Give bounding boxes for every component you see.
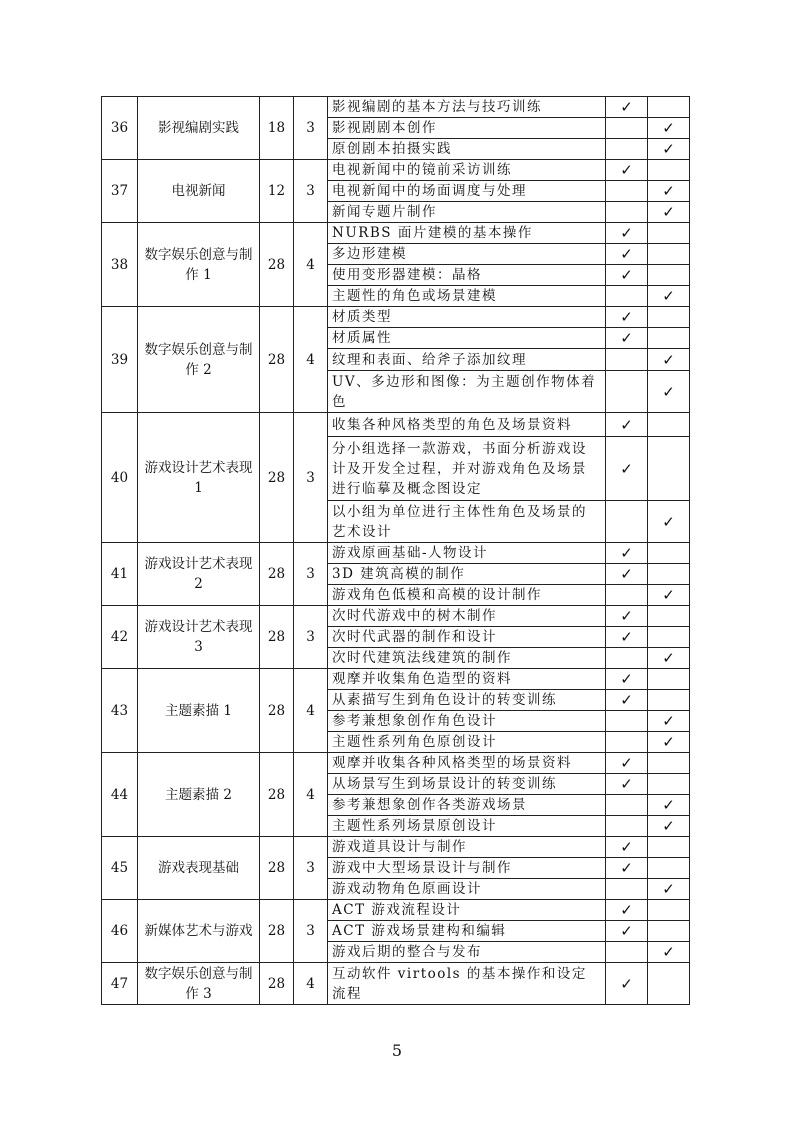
check-column-1-cell [606,307,648,328]
table-row [102,606,690,627]
check-mark-icon: ✓ [662,382,675,401]
content-item-cell: ACT 游戏流程设计 [328,900,606,921]
course-number-cell: 37 [102,160,138,223]
course-credit-cell: 3 [294,97,328,160]
course-hours-cell: 28 [260,307,294,413]
check-column-1-cell [606,585,648,606]
content-item-cell: 游戏后期的整合与发布 [328,942,606,963]
check-column-1-cell [606,265,648,286]
check-mark-icon: ✓ [620,754,633,772]
check-column-1-cell [606,181,648,202]
content-item-cell: 电视新闻中的镜前采访训练 [328,160,606,181]
content-item-cell: ACT 游戏场景建构和编辑 [328,921,606,942]
check-column-1-cell [606,879,648,900]
check-mark-icon: ✓ [620,974,633,993]
check-mark-icon: ✓ [620,901,633,919]
content-item-cell: 材质类型 [328,307,606,328]
course-name-cell: 电视新闻 [138,160,260,223]
course-credit-cell: 4 [294,669,328,753]
content-item-cell: 参考兼想象创作各类游戏场景 [328,795,606,816]
content-item-cell: 使用变形器建模：晶格 [328,265,606,286]
content-item-cell: 次时代游戏中的树木制作 [328,606,606,627]
check-mark-icon: ✓ [662,796,675,814]
course-number-cell: 39 [102,307,138,413]
course-credit-cell: 4 [294,753,328,837]
content-item-cell: 次时代武器的制作和设计 [328,627,606,648]
check-column-1-cell [606,160,648,181]
check-mark-icon: ✓ [620,775,633,793]
page-number: 5 [391,1041,403,1060]
course-number-cell: 47 [102,963,138,1005]
course-number-cell: 45 [102,837,138,900]
check-column-1-cell [606,286,648,307]
check-mark-icon: ✓ [662,586,675,604]
table-row [102,97,690,118]
content-item-cell: 收集各种风格类型的角色及场景资料 [328,413,606,437]
check-mark-icon: ✓ [620,859,633,877]
course-name-cell: 数字娱乐创意与制作 2 [138,307,260,413]
check-column-2-cell [648,265,690,286]
table-row [102,160,690,181]
check-mark-icon: ✓ [620,224,633,242]
check-column-2-cell [648,118,690,139]
check-column-1-cell [606,837,648,858]
check-column-1-cell [606,223,648,244]
check-column-2-cell [648,963,690,1005]
check-column-2-cell [648,307,690,328]
course-number-cell: 38 [102,223,138,307]
check-column-1-cell [606,669,648,690]
check-column-1-cell [606,328,648,349]
check-column-2-cell [648,732,690,753]
course-credit-cell: 4 [294,223,328,307]
check-mark-icon: ✓ [620,329,633,347]
course-hours-cell: 28 [260,669,294,753]
table-row [102,413,690,437]
check-column-2-cell [648,585,690,606]
check-column-2-cell [648,437,690,501]
content-item-cell: 游戏动物角色原画设计 [328,879,606,900]
content-item-cell: 原创剧本拍摄实践 [328,139,606,160]
content-item-cell: 以小组为单位进行主体性角色及场景的艺术设计 [328,501,606,543]
check-column-2-cell [648,900,690,921]
course-hours-cell: 28 [260,543,294,606]
check-column-2-cell [648,669,690,690]
check-column-2-cell [648,202,690,223]
check-column-2-cell [648,328,690,349]
check-column-1-cell [606,437,648,501]
content-item-cell: 互动软件 virtools 的基本操作和设定流程 [328,963,606,1005]
content-item-cell: 从场景写生到场景设计的转变训练 [328,774,606,795]
check-column-1-cell [606,349,648,371]
check-column-2-cell [648,753,690,774]
check-column-1-cell [606,816,648,837]
course-number-cell: 41 [102,543,138,606]
table-row [102,543,690,564]
course-name-cell: 影视编剧实践 [138,97,260,160]
content-item-cell: 材质属性 [328,328,606,349]
check-column-2-cell [648,501,690,543]
check-column-1-cell [606,202,648,223]
check-column-2-cell [648,921,690,942]
content-item-cell: 主题性的角色或场景建模 [328,286,606,307]
check-mark-icon: ✓ [662,943,675,961]
course-number-cell: 46 [102,900,138,963]
course-name-cell: 主题素描 2 [138,753,260,837]
check-column-1-cell [606,732,648,753]
check-column-2-cell [648,858,690,879]
check-column-1-cell [606,118,648,139]
check-column-1-cell [606,963,648,1005]
check-mark-icon: ✓ [662,649,675,667]
content-item-cell: 分小组选择一款游戏，书面分析游戏设 计及开发全过程，并对游戏角色及场景进行临摹及概念图设定 [328,437,606,501]
course-hours-cell: 28 [260,900,294,963]
check-column-2-cell [648,942,690,963]
table-body [102,97,690,1005]
check-column-2-cell [648,627,690,648]
content-item-cell: UV、多边形和图像：为主题创作物体着色 [328,371,606,413]
check-mark-icon: ✓ [620,628,633,646]
check-column-2-cell [648,139,690,160]
check-column-1-cell [606,139,648,160]
course-hours-cell: 28 [260,413,294,543]
check-column-1-cell [606,690,648,711]
check-mark-icon: ✓ [620,607,633,625]
table-row [102,223,690,244]
check-column-2-cell [648,879,690,900]
table-row [102,669,690,690]
check-mark-icon: ✓ [662,287,675,305]
check-column-1-cell [606,97,648,118]
course-name-cell: 主题素描 1 [138,669,260,753]
check-column-1-cell [606,606,648,627]
check-mark-icon: ✓ [662,733,675,751]
check-column-1-cell [606,795,648,816]
table-row [102,307,690,328]
check-column-1-cell [606,648,648,669]
course-hours-cell: 12 [260,160,294,223]
check-mark-icon: ✓ [620,565,633,583]
content-item-cell: 从素描写生到角色设计的转变训练 [328,690,606,711]
course-hours-cell: 18 [260,97,294,160]
check-column-1-cell [606,543,648,564]
content-item-cell: NURBS 面片建模的基本操作 [328,223,606,244]
check-mark-icon: ✓ [662,712,675,730]
check-column-2-cell [648,97,690,118]
check-column-1-cell [606,858,648,879]
content-item-cell: 游戏道具设计与制作 [328,837,606,858]
course-hours-cell: 28 [260,963,294,1005]
content-item-cell: 多边形建模 [328,244,606,265]
course-number-cell: 36 [102,97,138,160]
table-row [102,900,690,921]
check-column-1-cell [606,413,648,437]
check-column-2-cell [648,564,690,585]
check-mark-icon: ✓ [620,266,633,284]
course-name-cell: 游戏设计艺术表现 3 [138,606,260,669]
check-column-1-cell [606,900,648,921]
check-column-2-cell [648,223,690,244]
content-item-cell: 游戏中大型场景设计与制作 [328,858,606,879]
check-mark-icon: ✓ [662,880,675,898]
course-credit-cell: 3 [294,900,328,963]
course-credit-cell: 3 [294,837,328,900]
check-mark-icon: ✓ [662,182,675,200]
check-mark-icon: ✓ [620,161,633,179]
check-column-2-cell [648,349,690,371]
course-hours-cell: 28 [260,837,294,900]
check-column-2-cell [648,286,690,307]
check-mark-icon: ✓ [662,350,675,369]
check-column-2-cell [648,181,690,202]
check-column-1-cell [606,921,648,942]
course-credit-cell: 4 [294,307,328,413]
check-column-1-cell [606,942,648,963]
check-column-2-cell [648,606,690,627]
course-hours-cell: 28 [260,753,294,837]
check-column-1-cell [606,244,648,265]
course-credit-cell: 4 [294,963,328,1005]
course-credit-cell: 3 [294,606,328,669]
check-column-2-cell [648,837,690,858]
content-item-cell: 主题性系列场景原创设计 [328,816,606,837]
course-name-cell: 数字娱乐创意与制作 1 [138,223,260,307]
check-mark-icon: ✓ [620,691,633,709]
check-mark-icon: ✓ [662,203,675,221]
check-mark-icon: ✓ [662,119,675,137]
course-credit-cell: 3 [294,543,328,606]
check-column-2-cell [648,795,690,816]
check-mark-icon: ✓ [620,459,633,478]
check-mark-icon: ✓ [620,308,633,326]
check-column-1-cell [606,371,648,413]
content-item-cell: 3D 建筑高模的制作 [328,564,606,585]
check-mark-icon: ✓ [620,838,633,856]
course-name-cell: 游戏设计艺术表现 2 [138,543,260,606]
check-column-1-cell [606,711,648,732]
check-column-1-cell [606,753,648,774]
check-mark-icon: ✓ [620,670,633,688]
check-column-1-cell [606,501,648,543]
table-row [102,963,690,1005]
check-mark-icon: ✓ [662,140,675,158]
course-number-cell: 42 [102,606,138,669]
check-column-2-cell [648,244,690,265]
course-hours-cell: 28 [260,606,294,669]
content-item-cell: 纹理和表面、给斧子添加纹理 [328,349,606,371]
check-column-1-cell [606,774,648,795]
content-item-cell: 次时代建筑法线建筑的制作 [328,648,606,669]
course-name-cell: 游戏表现基础 [138,837,260,900]
content-item-cell: 观摩并收集各种风格类型的场景资料 [328,753,606,774]
check-column-2-cell [648,690,690,711]
check-column-2-cell [648,413,690,437]
course-number-cell: 44 [102,753,138,837]
check-column-2-cell [648,774,690,795]
course-name-cell: 新媒体艺术与游戏 [138,900,260,963]
check-mark-icon: ✓ [620,245,633,263]
course-content-table [101,96,690,1005]
content-item-cell: 影视剧剧本创作 [328,118,606,139]
check-column-2-cell [648,371,690,413]
table-row [102,837,690,858]
content-item-cell: 新闻专题片制作 [328,202,606,223]
check-column-2-cell [648,648,690,669]
check-mark-icon: ✓ [662,817,675,835]
check-column-1-cell [606,627,648,648]
check-column-2-cell [648,543,690,564]
content-item-cell: 游戏角色低模和高模的设计制作 [328,585,606,606]
course-number-cell: 43 [102,669,138,753]
check-mark-icon: ✓ [662,512,675,531]
course-credit-cell: 3 [294,160,328,223]
check-mark-icon: ✓ [620,544,633,562]
check-column-2-cell [648,160,690,181]
check-mark-icon: ✓ [620,415,633,434]
check-column-2-cell [648,711,690,732]
content-item-cell: 观摩并收集角色造型的资料 [328,669,606,690]
content-item-cell: 主题性系列角色原创设计 [328,732,606,753]
course-number-cell: 40 [102,413,138,543]
check-mark-icon: ✓ [620,98,633,116]
content-item-cell: 游戏原画基础-人物设计 [328,543,606,564]
check-column-2-cell [648,816,690,837]
content-item-cell: 电视新闻中的场面调度与处理 [328,181,606,202]
content-item-cell: 参考兼想象创作角色设计 [328,711,606,732]
content-item-cell: 影视编剧的基本方法与技巧训练 [328,97,606,118]
course-name-cell: 游戏设计艺术表现 1 [138,413,260,543]
check-column-1-cell [606,564,648,585]
course-credit-cell: 3 [294,413,328,543]
course-name-cell: 数字娱乐创意与制作 3 [138,963,260,1005]
table-row [102,753,690,774]
course-hours-cell: 28 [260,223,294,307]
check-mark-icon: ✓ [620,922,633,940]
